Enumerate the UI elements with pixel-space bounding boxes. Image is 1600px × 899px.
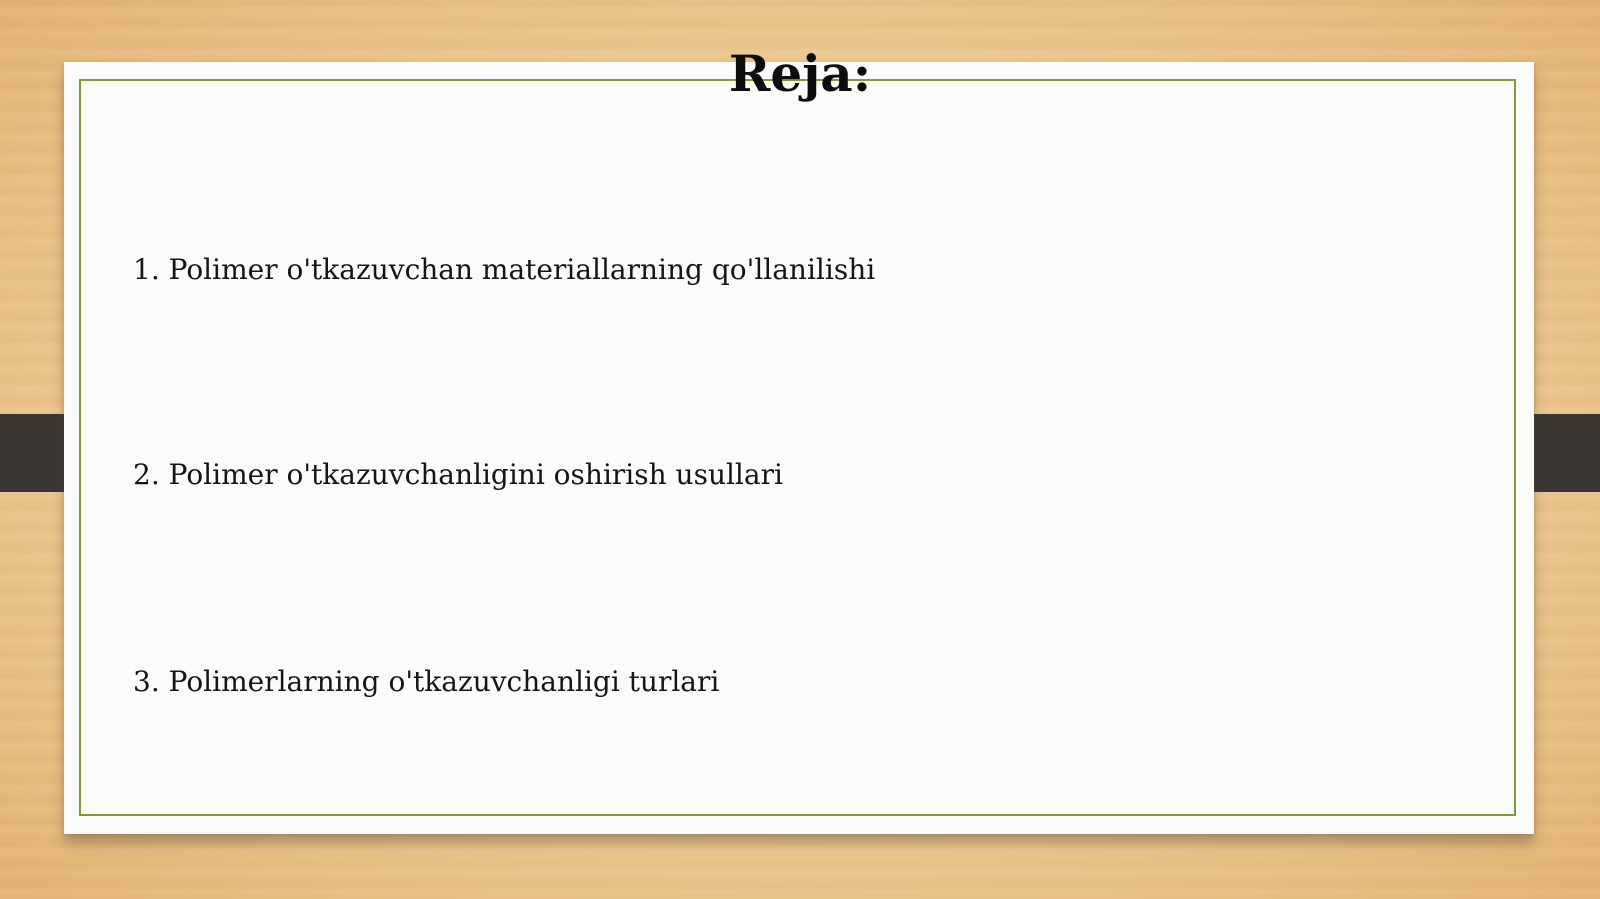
plan-item-3: 3. Polimerlarning o'tkazuvchanligi turlari xyxy=(133,665,720,698)
plan-item-1: 1. Polimer o'tkazuvchan materiallarning qo'llanilishi xyxy=(133,253,876,286)
green-frame-border xyxy=(79,79,1516,816)
slide-title: Reja: xyxy=(728,44,872,103)
plan-item-2: 2. Polimer o'tkazuvchanligini oshirish usullari xyxy=(133,458,783,491)
